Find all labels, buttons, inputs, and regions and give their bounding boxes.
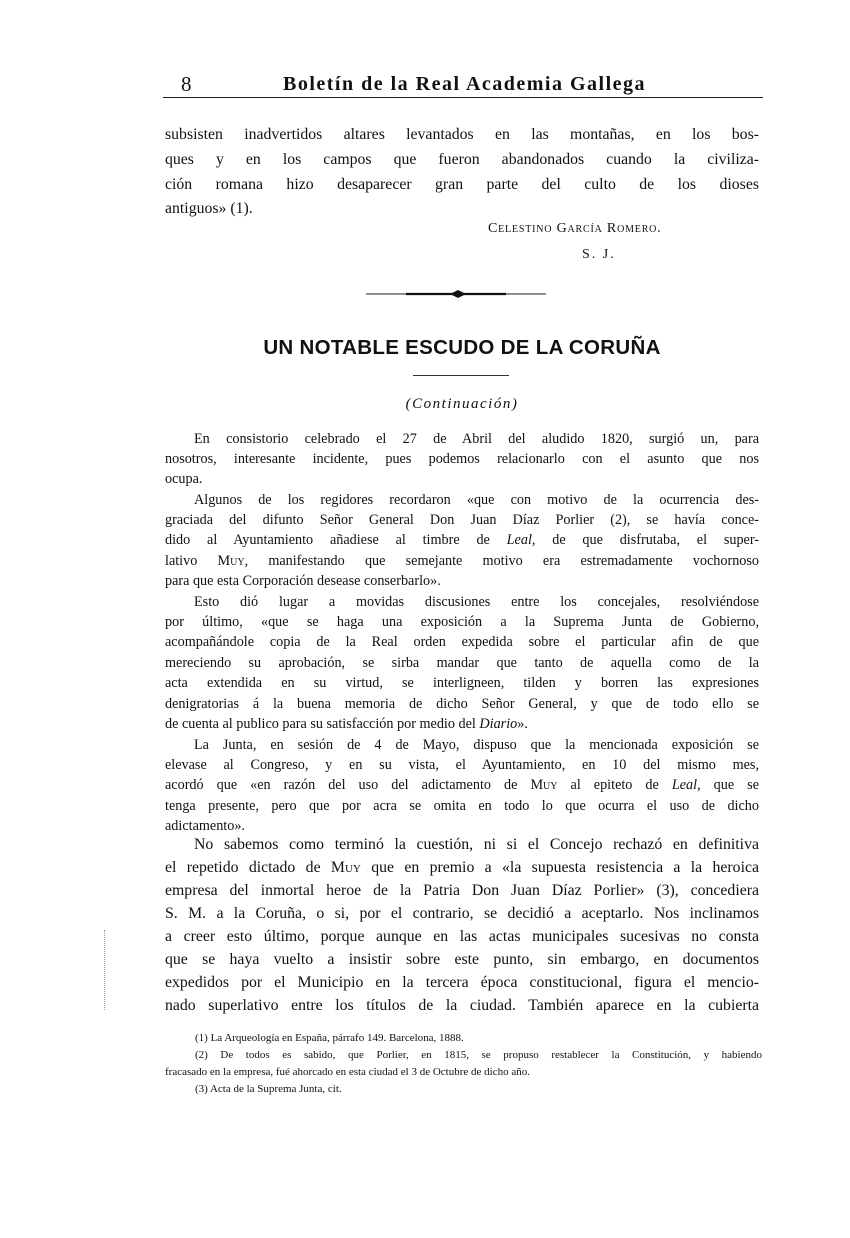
text-line: nado superlativo entre los títulos de la ciudad. También aparece en la cubierta (165, 997, 759, 1014)
section-divider (366, 287, 546, 301)
text-line: No sabemos como terminó la cuestión, ni si el Concejo rechazó en definitiva (194, 836, 759, 853)
author-order: S. J. (582, 247, 616, 262)
text-line: por último, «que se haga una exposición a la Suprema Junta de Gobierno, (165, 614, 759, 630)
text-line: de cuenta al publico para su satisfacción por medio del Diario». (165, 716, 528, 732)
text-line: nosotros, interesante incidente, pues podemos relacionarlo con el asunto que nos (165, 451, 759, 467)
text-line: el repetido dictado de Muy que en premio a «la supuesta resistencia a la heroica (165, 859, 759, 876)
author-signature: Celestino García Romero. (488, 221, 662, 236)
emphasis: Leal, (506, 532, 536, 548)
text-line: acompañándole copia de la Real orden expedida sobre el particular afin de que (165, 634, 759, 650)
page-number: 8 (181, 72, 192, 96)
footnote-continuation: fracasado en la empresa, fué ahorcado en esta ciudad el 3 de Octubre de dicho año. (165, 1066, 530, 1078)
footnote: (1) La Arqueología en España, párrafo 149. Barcelona, 1888. (195, 1032, 464, 1044)
text-line: En consistorio celebrado el 27 de Abril del aludido 1820, surgió un, para (194, 431, 759, 447)
text-line: ocupa. (165, 471, 203, 487)
article-title: UN NOTABLE ESCUDO DE LA CORUÑA (263, 336, 661, 359)
text-line: elevase al Congreso, y en su vista, el Ayuntamiento, en 10 del mismo mes, (165, 757, 759, 773)
text-line: Esto dió lugar a movidas discusiones entre los concejales, resolviéndose (194, 594, 759, 610)
article-subtitle: (Continuación) (405, 396, 519, 412)
text-line: S. M. a la Coruña, o si, por el contrario, se decidió a aceptarlo. Nos inclinamos (165, 905, 759, 922)
footnote: (2) De todos es sabido, que Porlier, en 1815, se propuso restablecer la Constitución, y habiendo (195, 1049, 762, 1061)
emphasis: Leal, (671, 777, 701, 793)
text-line: La Junta, en sesión de 4 de Mayo, dispuso que la mencionada exposición se (194, 737, 759, 753)
text-line: a creer esto último, porque aunque en las actas municipales sucesivas no consta (165, 928, 759, 945)
emphasis: Muy (217, 553, 245, 569)
text-line: empresa del inmortal heroe de la Patria Don Juan Díaz Porlier» (3), concediera (165, 882, 759, 899)
emphasis: Muy (530, 777, 558, 793)
text-line: ques y en los campos que fueron abandonados cuando la civiliza- (165, 151, 759, 168)
text-line: denigratorias á la buena memoria de dicho Señor General, y que de todo ello se (165, 696, 759, 712)
header-rule (163, 97, 763, 98)
running-header (163, 70, 763, 98)
text-line: expedidos por el Municipio en la tercera época constitucional, figura el mencio- (165, 974, 759, 991)
title-rule (413, 375, 509, 376)
text-line: que se haya vuelto a insistir sobre este punto, sin embargo, en documentos (165, 951, 759, 968)
text-line: graciada del difunto Señor General Don Juan Díaz Porlier (2), se havía conce- (165, 512, 759, 528)
text-line: subsisten inadvertidos altares levantados en las montañas, en los bos- (165, 126, 759, 143)
journal-title: Boletín de la Real Academia Gallega (283, 73, 647, 95)
text-line: mereciendo su aprobación, se sirba mandar que tanto de aquella como de la (165, 655, 759, 671)
text-line: acta extendida en su virtud, se interligneen, tilden y borren las expresiones (165, 675, 759, 691)
footnote: (3) Acta de la Suprema Junta, cit. (195, 1083, 342, 1095)
text-line: acordó que «en razón del uso del adictamento de Muy al epiteto de Leal, que se (165, 777, 759, 793)
emphasis: Diario (479, 716, 518, 732)
text-line: dido al Ayuntamiento añadiese al timbre de Leal, de que disfrutaba, el super- (165, 532, 759, 548)
text-line: ción romana hizo desaparecer gran parte del culto de los dioses (165, 176, 759, 193)
emphasis: Muy (330, 859, 361, 876)
text-line: para que esta Corporación desease conserbarlo». (165, 573, 441, 589)
text-line: antiguos» (1). (165, 200, 253, 217)
text-line: lativo Muy, manifestando que semejante motivo era estremadamente vochornoso (165, 553, 760, 569)
text-line: Algunos de los regidores recordaron «que con motivo de la ocurrencia des- (194, 492, 759, 508)
scan-edge-mark (104, 930, 107, 1010)
text-line: adictamento». (165, 818, 245, 834)
text-line: tenga presente, pero que por acra se omita en todo lo que ocurra el uso de dicho (165, 798, 759, 814)
